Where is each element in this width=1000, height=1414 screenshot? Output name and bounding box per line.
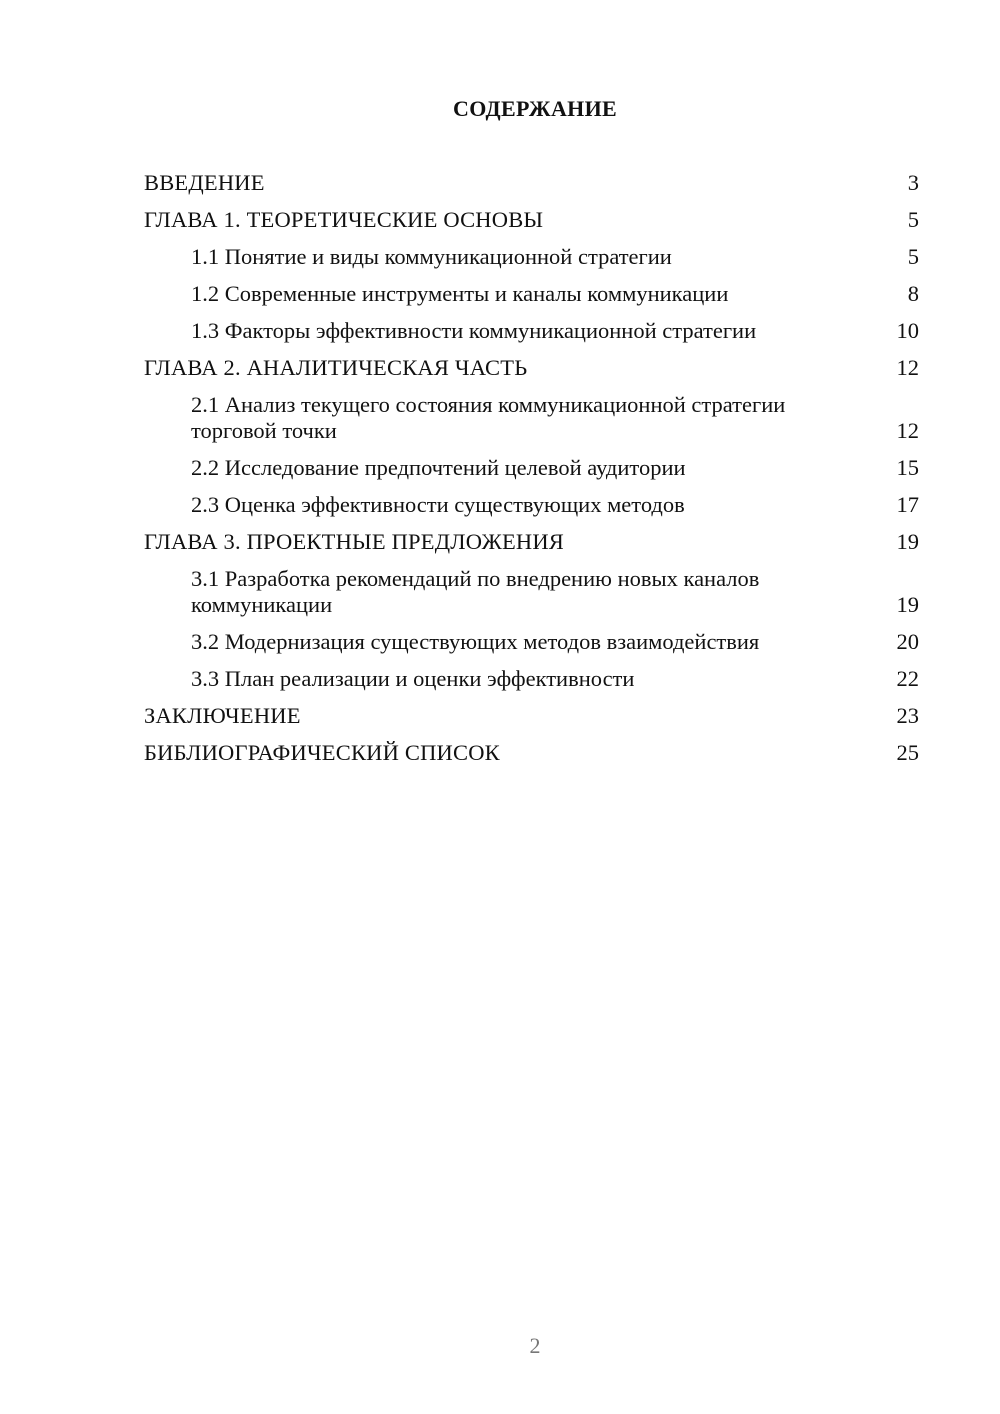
toc-entry-label: ГЛАВА 2. АНАЛИТИЧЕСКАЯ ЧАСТЬ [144, 355, 528, 380]
toc-entry-page: 5 [907, 207, 919, 232]
toc-entry-page: 12 [896, 418, 919, 443]
toc-entry-label: БИБЛИОГРАФИЧЕСКИЙ СПИСОК [144, 740, 500, 765]
toc-entry-label: ЗАКЛЮЧЕНИЕ [144, 703, 301, 728]
toc-entry-page: 17 [896, 492, 919, 517]
page-number: 2 [529, 1333, 541, 1358]
toc-entry-label: 3.1 Разработка рекомендаций по внедрению новых каналов коммуникации [191, 566, 760, 617]
toc-entry-label: 1.3 Факторы эффективности коммуникационной стратегии [191, 318, 757, 343]
toc-entry-label: 3.3 План реализации и оценки эффективности [191, 666, 635, 691]
toc-entry-label: 1.1 Понятие и виды коммуникационной стратегии [191, 244, 672, 269]
toc-entry-page: 22 [896, 666, 919, 691]
toc-entry-label: 2.1 Анализ текущего состояния коммуникационной стратегии торговой точки [191, 392, 786, 443]
toc-entry-label: ГЛАВА 1. ТЕОРЕТИЧЕСКИЕ ОСНОВЫ [144, 207, 544, 232]
toc-entry-section-1-3[interactable] [144, 318, 919, 344]
toc-entry-section-2-2[interactable] [144, 455, 919, 481]
toc-entry-page: 8 [907, 281, 919, 306]
toc-entry-page: 12 [896, 355, 919, 380]
toc-entry-page: 23 [896, 703, 919, 728]
toc-entry-page: 19 [896, 592, 919, 617]
toc-entry-section-3-1[interactable] [144, 566, 919, 618]
toc-entry-chapter-2[interactable] [144, 355, 919, 381]
toc-entry-label: 3.2 Модернизация существующих методов взаимодействия [191, 629, 760, 654]
toc-entry-page: 5 [907, 244, 919, 269]
toc-entry-introduction[interactable] [144, 170, 919, 196]
toc-entry-page: 25 [896, 740, 919, 765]
toc-heading: СОДЕРЖАНИЕ [453, 96, 617, 121]
toc-entry-page: 15 [896, 455, 919, 480]
toc-entry-bibliography[interactable] [144, 740, 919, 766]
toc-entry-label: ГЛАВА 3. ПРОЕКТНЫЕ ПРЕДЛОЖЕНИЯ [144, 529, 565, 554]
toc-entry-section-1-2[interactable] [144, 281, 919, 307]
toc-entry-section-3-3[interactable] [144, 666, 919, 692]
toc-entry-page: 20 [896, 629, 919, 654]
toc-entry-chapter-1[interactable] [144, 207, 919, 233]
toc-entry-section-1-1[interactable] [144, 244, 919, 270]
toc-entry-page: 19 [896, 529, 919, 554]
toc-entry-label: 1.2 Современные инструменты и каналы коммуникации [191, 281, 729, 306]
toc-entry-page: 3 [907, 170, 919, 195]
toc-entry-conclusion[interactable] [144, 703, 919, 729]
toc-entry-label: 2.3 Оценка эффективности существующих методов [191, 492, 685, 517]
toc-entry-page: 10 [896, 318, 919, 343]
table-of-contents [144, 170, 919, 777]
toc-entry-section-2-3[interactable] [144, 492, 919, 518]
toc-entry-label: 2.2 Исследование предпочтений целевой аудитории [191, 455, 686, 480]
toc-entry-label: ВВЕДЕНИЕ [144, 170, 265, 195]
toc-entry-section-2-1[interactable] [144, 392, 919, 444]
toc-entry-section-3-2[interactable] [144, 629, 919, 655]
toc-entry-chapter-3[interactable] [144, 529, 919, 555]
